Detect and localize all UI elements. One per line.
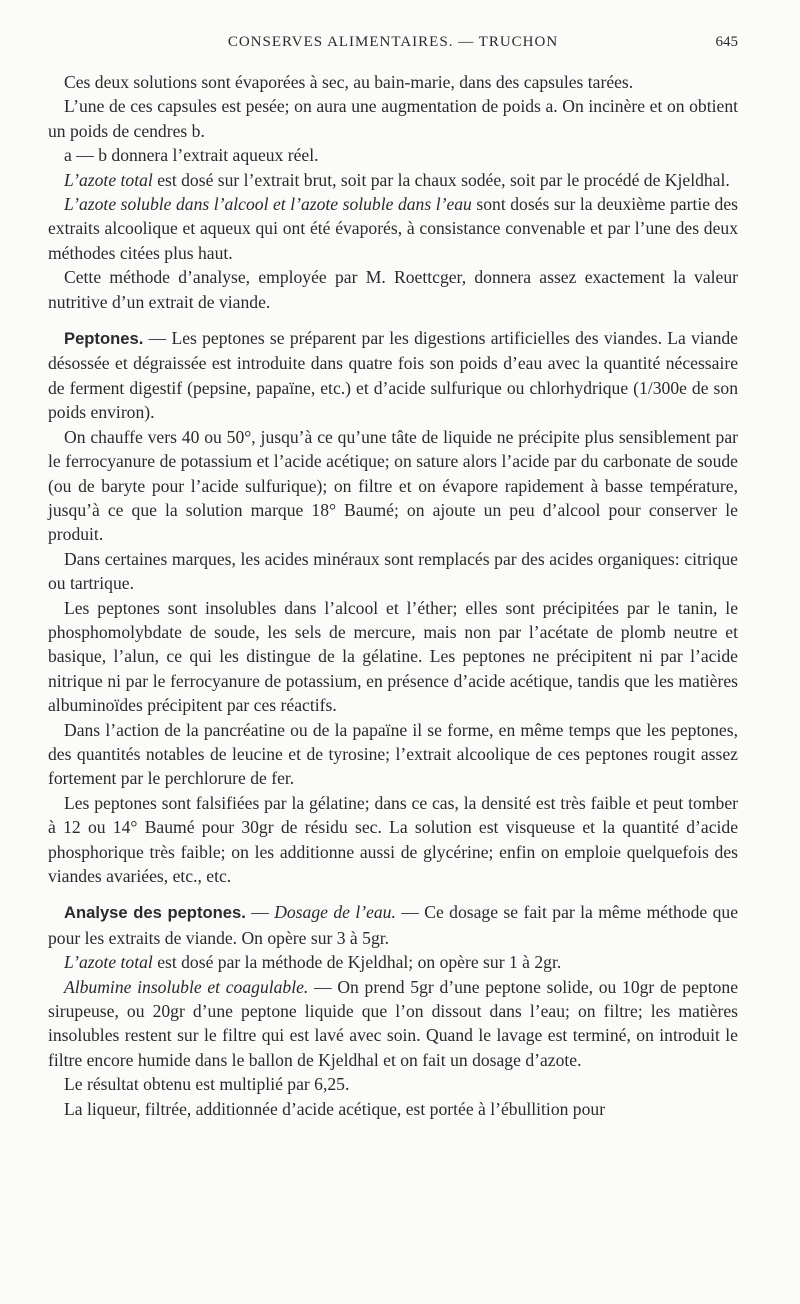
page-header	[48, 34, 738, 60]
paragraph	[48, 950, 738, 974]
emphasis: L’azote total	[64, 952, 153, 973]
section-heading-analyse: Analyse des peptones.	[64, 903, 246, 923]
paragraph-text: — On prend 5gr d’une peptone solide, ou 10gr de peptone sirupeuse, ou 20gr d’une peptone liquide que l’on dissout dans l’eau; on filtre; les matières insolubles restent sur le filtre qui est lavé avec soin. Quand le lavage est terminé, on introduit le filtre encore humide dans le ballon de Kjeldhal et on fait un dosage d’azote.	[48, 976, 739, 1070]
paragraph: L’une de ces capsules est pesée; on aura une augmentation de poids a. On incinère et on obtient un poids de cendres b.	[48, 96, 738, 141]
paragraph: Analyse des peptones. — Dosage de l’eau. — Ce dosage se fait par la même méthode que pour les extraits de viande. On opère sur 3 à 5gr.	[48, 902, 738, 948]
paragraph: Les peptones sont falsifiées par la gélatine; dans ce cas, la densité est très faible et peut tomber à 12 ou 14° Baumé pour 30gr de résidu sec. La solution est visqueuse et la quantité d’acide phosphorique très faible; on les additionne aussi de glycérine; enfin on emploie quelquefois des viandes avariées, etc., etc.	[48, 792, 738, 886]
section-heading-peptones: Peptones.	[64, 329, 144, 349]
paragraph: La liqueur, filtrée, additionnée d’acide acétique, est portée à l’ébullition pour	[64, 1098, 606, 1119]
emphasis: L’azote total	[64, 169, 153, 190]
paragraph: Ces deux solutions sont évaporées à sec, au bain-marie, dans des capsules tarées.	[64, 72, 634, 92]
paragraph	[48, 192, 738, 265]
paragraph: Le résultat obtenu est multiplié par 6,25.	[64, 1074, 350, 1095]
paragraph: On chauffe vers 40 ou 50°, jusqu’à ce qu’une tâte de liquide ne précipite plus sensiblement par le ferrocyanure de potassium et l’acide acétique; on sature alors l’acide par du carbonate de soude (ou de baryte pour l’acide sulfurique); on filtre et on évapore rapidement à basse température, jusqu’à ce que la solution marque 18° Baumé; on ajoute un peu d’alcool pour conserver le produit.	[48, 426, 738, 545]
page-number: 645	[715, 34, 738, 50]
emphasis: Albumine insoluble et coagulable.	[64, 976, 309, 997]
paragraph	[48, 168, 738, 192]
emphasis: L’azote soluble dans l’alcool et l’azote soluble dans l’eau	[64, 194, 472, 215]
emphasis: Dosage de l’eau.	[274, 902, 396, 923]
paragraph-text: est dosé par la méthode de Kjeldhal; on opère sur 1 à 2gr.	[152, 952, 562, 973]
paragraph: Les peptones sont insolubles dans l’alcool et l’éther; elles sont précipitées par le tanin, le phosphomolybdate de soude, les sels de mercure, mais non par l’acétate de plomb neutre et basique, l’alun, ce qui les distingue de la gélatine. Les peptones ne précipitent ni par l’acide nitrique ni par le ferrocyanure de potassium, en présence d’acide acétique, tandis que les matières albuminoïdes précipitent par ces réactifs.	[48, 597, 738, 716]
paragraph-text: est dosé sur l’extrait brut, soit par la chaux sodée, soit par le procédé de Kjeldhal.	[152, 169, 730, 190]
paragraph: a — b donnera l’extrait aqueux réel.	[64, 145, 319, 166]
paragraph-text: sont dosés sur la deuxième partie des extraits alcoolique et aqueux qui ont été évaporés, à consistance convenable et par l’une des deux méthodes citées plus haut.	[48, 194, 739, 263]
body-text	[48, 70, 738, 1121]
paragraph: Dans certaines marques, les acides minéraux sont remplacés par des acides organiques: citrique ou tartrique.	[48, 548, 738, 594]
paragraph	[48, 975, 738, 1073]
paragraph	[48, 326, 738, 425]
paragraph: Dans l’action de la pancréatine ou de la papaïne il se forme, en même temps que les peptones, des quantités notables de leucine et de tyrosine; l’extrait alcoolique de ces peptones rougit assez fortement par le perchlorure de fer.	[48, 719, 738, 789]
paragraph-text: — Les peptones se préparent par les digestions artificielles des viandes. La viande désossée et dégraissée est introduite dans quatre fois son poids d’eau avec la quantité nécessaire de ferment digestif (pepsine, papaïne, etc.) et d’acide sulfurique ou chlorhydrique (1/300e de son poids environ).	[48, 328, 738, 423]
paragraph-text: — Ce dosage se fait par la même méthode que pour les extraits de viande. On opère sur 3 à 5gr.	[48, 902, 738, 948]
paragraph: Cette méthode d’analyse, employée par M. Roettcger, donnera assez exactement la valeur nutritive d’un extrait de viande.	[48, 267, 738, 312]
running-title: CONSERVES ALIMENTAIRES. — TRUCHON	[227, 34, 559, 50]
